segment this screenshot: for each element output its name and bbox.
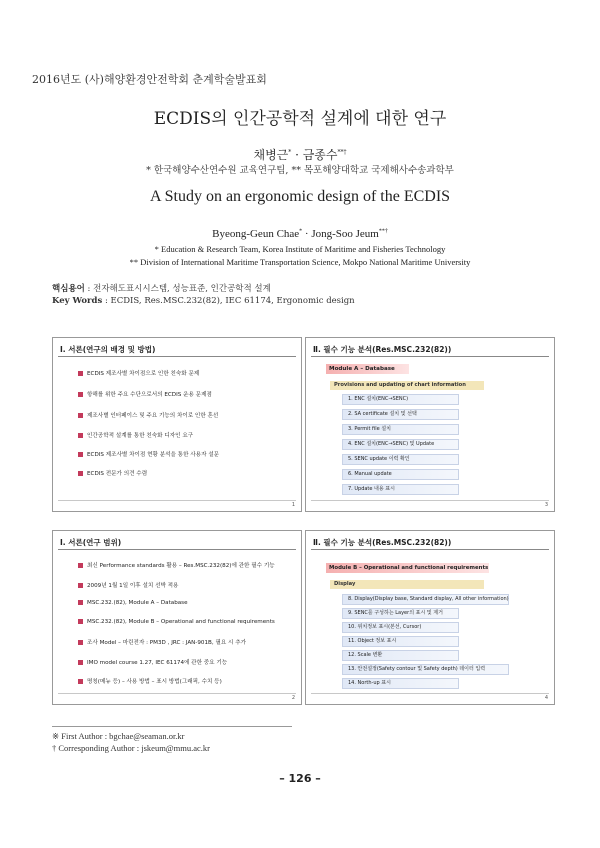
slide-2-bullet: [78, 581, 178, 589]
bullet-square-icon: [78, 583, 83, 588]
slide-1-bullet: [78, 450, 219, 458]
title-korean: ECDIS의 인간공학적 설계에 대한 연구: [153, 109, 447, 129]
slide-4-rule: [311, 549, 549, 550]
slide-2-footer-rule: [58, 693, 296, 694]
slide-4-number: 4: [544, 695, 548, 701]
bullet-text: MSC.232.(82), Module B – Operational and functional requirements: [87, 619, 275, 625]
module-b-label: Module B – Operational and functional requirements: [326, 563, 489, 573]
bullet-text: ECDIS 전문가 의견 수렴: [87, 471, 148, 477]
bullet-square-icon: [78, 392, 83, 397]
slide-1-rule: [58, 356, 296, 357]
module-a-label: Module A – Database: [326, 364, 409, 374]
slide-2-bullet: [78, 677, 222, 685]
authors-korean: [0, 146, 600, 163]
requirement-item: 12. Scale 변환: [342, 650, 459, 661]
bullet-square-icon: [78, 413, 83, 418]
keywords-ko-text: : 전자해도표시시스템, 성능표준, 인간공학적 설계: [84, 284, 271, 294]
requirement-item: 13. 안전설정(Safety contour 및 Safety depth) 데이터 입력: [342, 664, 509, 675]
bullet-square-icon: [78, 679, 83, 684]
slide-1-bullet: [78, 411, 218, 419]
slide-1-bullet: [78, 431, 193, 439]
bullet-square-icon: [78, 563, 83, 568]
bullet-text: 조사 Model – 마린전자 : PM3D , JRC : JAN-901B, 필요 시 추가: [87, 640, 247, 646]
slide-2-number: 2: [291, 695, 295, 701]
slide-3-rule: [311, 356, 549, 357]
requirement-item: 3. Permit file 설치: [342, 424, 459, 435]
slide-4-title: Ⅱ. 필수 기능 분석(Res.MSC.232(82)): [313, 538, 452, 547]
requirement-item: 4. ENC 설치(ENC→SENC) 및 Update: [342, 439, 459, 450]
bullet-square-icon: [78, 452, 83, 457]
bullet-text: 명칭(메뉴 등) – 사용 방법 – 표시 방법(그래픽, 수치 등): [87, 679, 222, 685]
author-en-1: Byeong-Geun Chae: [212, 228, 300, 240]
author-en-1-mark: *: [299, 228, 303, 235]
slide-2-bullet: [78, 561, 275, 569]
requirement-item: 5. SENC update 이력 확인: [342, 454, 459, 465]
slide-2: [52, 530, 302, 705]
requirement-item: 8. Display(Display base, Standard display, All other information): [342, 594, 509, 605]
bullet-square-icon: [78, 619, 83, 624]
bullet-text: 항해를 위한 주요 수단으로서의 ECDIS 운용 문제점: [87, 392, 212, 398]
bullet-square-icon: [78, 660, 83, 665]
slide-1-title: Ⅰ. 서론(연구의 배경 및 방법): [60, 345, 156, 354]
slide-2-bullet: [78, 619, 275, 625]
author-ko-2: · 금종수: [291, 148, 338, 162]
requirement-item: 6. Manual update: [342, 469, 459, 480]
keywords-korean: [52, 282, 271, 294]
requirement-item: 10. 위치정보 표시(본선, Cursor): [342, 622, 459, 633]
requirement-item: 9. SENC를 구성하는 Layer의 표시 및 제거: [342, 608, 459, 619]
bullet-square-icon: [78, 371, 83, 376]
slide-2-rule: [58, 549, 296, 550]
keywords-en-text: : ECDIS, Res.MSC.232(82), IEC 61174, Ergonomic design: [102, 296, 355, 306]
section-header: Display: [330, 580, 484, 589]
slide-1-number: 1: [291, 502, 295, 508]
slide-1-bullet: [78, 369, 199, 377]
page-number: – 126 –: [279, 772, 321, 785]
footnote-rule: [52, 726, 292, 727]
requirement-item: 7. Update 내용 표시: [342, 484, 459, 495]
slide-2-title: Ⅰ. 서론(연구 범위): [60, 538, 122, 547]
conference-header: 2016년도 (사)해양환경안전학회 춘계학술발표회: [32, 73, 267, 86]
author-ko-2-mark: **†: [337, 149, 347, 156]
slide-3-number: 3: [544, 502, 548, 508]
slide-1-bullet: [78, 469, 147, 477]
title-english: A Study on an ergonomic design of the ECDIS: [149, 188, 451, 205]
slide-2-bullet: [78, 638, 246, 646]
bullet-text: 인간공학적 설계를 통한 친숙화 디자인 요구: [87, 433, 194, 439]
bullet-square-icon: [78, 600, 83, 605]
authors-english: [0, 228, 600, 240]
affiliation-korean: * 한국해양수산연수원 교육연구팀, ** 목포해양대학교 국제해사수송과학부: [146, 165, 454, 176]
requirement-item: 2. SA certificate 설치 및 선택: [342, 409, 459, 420]
slide-2-bullet: [78, 658, 227, 666]
footnote-first-author: ※ First Author : bgchae@seaman.or.kr: [52, 731, 185, 741]
requirement-item: 1. ENC 설치(ENC→SENC): [342, 394, 459, 405]
slide-3-footer-rule: [311, 500, 549, 501]
affiliation-english-1: * Education & Research Team, Korea Institute of Maritime and Fisheries Technology: [154, 244, 446, 254]
bullet-square-icon: [78, 471, 83, 476]
requirement-item: 11. Object 정보 표시: [342, 636, 459, 647]
author-ko-1-mark: *: [288, 149, 292, 156]
bullet-text: 2009년 1월 1일 이후 설치 선박 적용: [87, 583, 179, 589]
bullet-text: MSC.232.(82), Module A – Database: [87, 600, 188, 606]
author-ko-1: 채병근: [253, 148, 289, 162]
bullet-text: ECDIS 제조사별 차이점 현황 분석을 통한 사용자 설문: [87, 452, 220, 458]
bullet-text: IMO model course 1.27, IEC 61174에 관한 중요 기능: [87, 660, 228, 666]
slide-1-footer-rule: [58, 500, 296, 501]
bullet-text: 최신 Performance standards 활용 – Res.MSC.232(82)에 관한 필수 기능: [87, 563, 275, 569]
bullet-square-icon: [78, 433, 83, 438]
bullet-text: 제조사별 인터페이스 및 주요 기능의 차이로 인한 혼선: [87, 413, 219, 419]
slide-2-bullet: [78, 600, 188, 606]
slide-4-footer-rule: [311, 693, 549, 694]
keywords-english: [52, 296, 355, 306]
section-header: Provisions and updating of chart information: [330, 381, 484, 390]
author-en-2: · Jong-Soo Jeum: [302, 228, 379, 240]
affiliation-english-2: ** Division of International Maritime Transportation Science, Mokpo National Maritime University: [129, 257, 471, 267]
bullet-square-icon: [78, 640, 83, 645]
bullet-text: ECDIS 제조사별 차이점으로 인한 친숙화 문제: [87, 371, 200, 377]
slide-4: [305, 530, 555, 705]
keywords-en-label: Key Words: [52, 296, 103, 306]
slide-1: [52, 337, 302, 512]
keywords-ko-label: 핵심용어: [52, 284, 85, 294]
author-en-2-mark: **†: [378, 228, 388, 235]
slide-1-bullet: [78, 390, 212, 398]
slide-3-title: Ⅱ. 필수 기능 분석(Res.MSC.232(82)): [313, 345, 452, 354]
requirement-item: 14. North-up 표시: [342, 678, 459, 689]
slide-3: [305, 337, 555, 512]
footnote-corresponding-author: † Corresponding Author : jskeum@mmu.ac.kr: [52, 743, 210, 753]
